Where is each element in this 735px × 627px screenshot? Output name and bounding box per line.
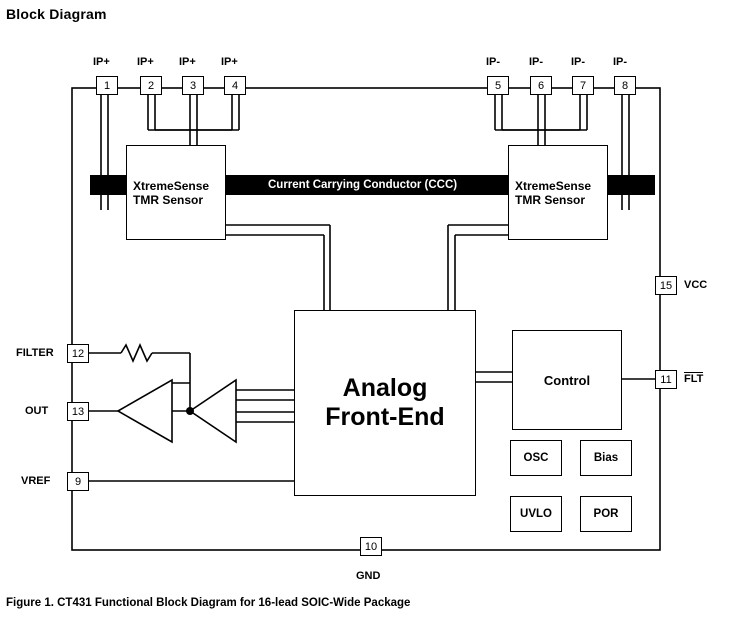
pin-7[interactable]: 7 [572, 76, 594, 95]
pin-9[interactable]: 9 [67, 472, 89, 491]
pin-4[interactable]: 4 [224, 76, 246, 95]
flt-overline-text: FLT [684, 373, 704, 385]
pin-15-label: VCC [684, 279, 708, 291]
pin-12[interactable]: 12 [67, 344, 89, 363]
sensor-left-line2: TMR Sensor [133, 192, 204, 207]
pin-15[interactable]: 15 [655, 276, 677, 295]
pin-10-label: GND [356, 570, 381, 582]
uvlo-label: UVLO [520, 508, 552, 520]
sensor-right-line1: XtremeSense [515, 178, 592, 193]
pin-6[interactable]: 6 [530, 76, 552, 95]
afe-line1: Analog [342, 374, 428, 403]
page-title: Block Diagram [6, 6, 107, 22]
afe-line2: Front-End [325, 403, 445, 431]
osc-label: OSC [523, 452, 549, 464]
pin-2[interactable]: 2 [140, 76, 162, 95]
uvlo-block [510, 496, 562, 532]
pin-5[interactable]: 5 [487, 76, 509, 95]
pin-2-label: IP+ [137, 56, 154, 68]
pin-1-label: IP+ [93, 56, 110, 68]
ccc-label: Current Carrying Conductor (CCC) [268, 179, 458, 191]
osc-block [510, 440, 562, 476]
pin-12-label: FILTER [16, 347, 54, 359]
pin-3-label: IP+ [179, 56, 196, 68]
pin-11-label [684, 372, 703, 386]
pin-10[interactable]: 10 [360, 537, 382, 556]
sensor-right-line2: TMR Sensor [515, 192, 586, 207]
figure-caption: Figure 1. CT431 Functional Block Diagram for 16-lead SOIC-Wide Package [6, 597, 411, 609]
pin-4-label: IP+ [221, 56, 238, 68]
pin-8[interactable]: 8 [614, 76, 636, 95]
analog-front-end-block [294, 310, 476, 496]
por-label: POR [593, 508, 619, 520]
pin-6-label: IP- [529, 56, 544, 68]
junction-dot [186, 407, 194, 415]
pin-5-label: IP- [486, 56, 501, 68]
por-block [580, 496, 632, 532]
pin-7-label: IP- [571, 56, 586, 68]
bias-block [580, 440, 632, 476]
bias-label: Bias [593, 452, 619, 464]
pin-13-label: OUT [25, 405, 49, 417]
control-label: Control [543, 372, 591, 388]
xtremesense-tmr-sensor-right [508, 145, 608, 240]
pin-8-label: IP- [613, 56, 628, 68]
pin-13[interactable]: 13 [67, 402, 89, 421]
xtremesense-tmr-sensor-left [126, 145, 226, 240]
sensor-left-line1: XtremeSense [133, 178, 210, 193]
control-block [512, 330, 622, 430]
pin-1[interactable]: 1 [96, 76, 118, 95]
pin-3[interactable]: 3 [182, 76, 204, 95]
pin-9-label: VREF [21, 475, 51, 487]
pin-11[interactable]: 11 [655, 370, 677, 389]
